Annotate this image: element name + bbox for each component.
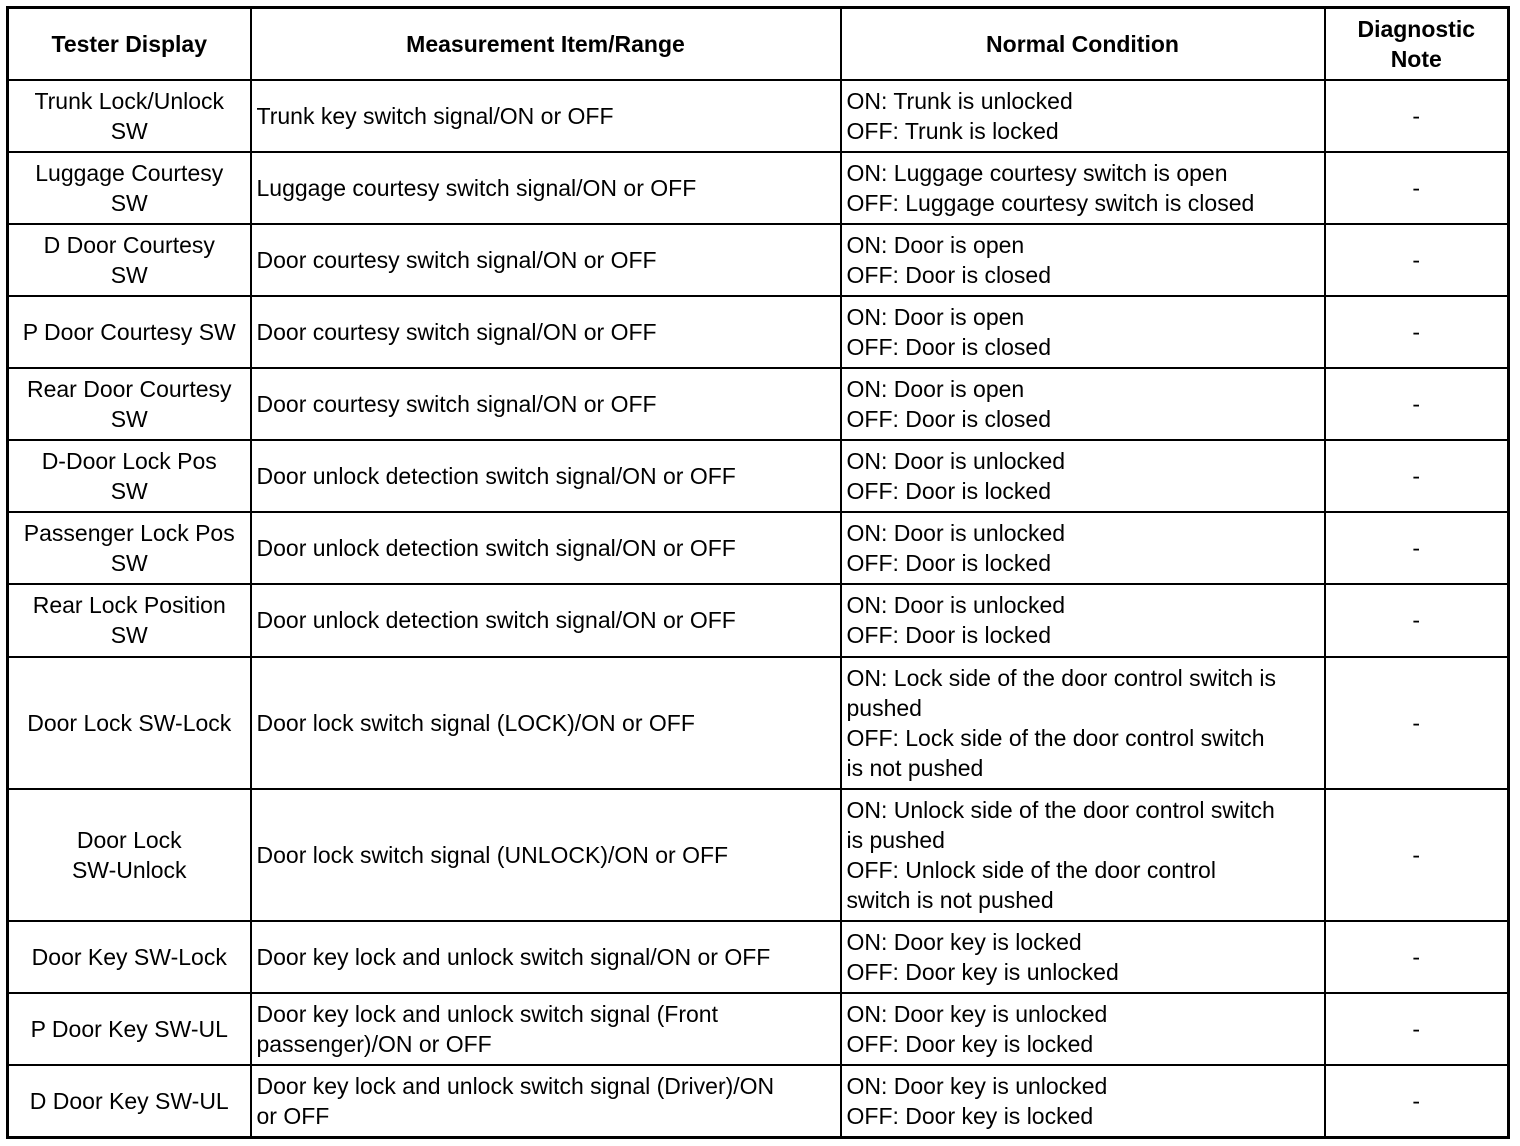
cell-tester-display-line: D-Door Lock Pos	[41, 448, 217, 475]
cell-normal-condition-line: OFF: Door key is unlocked	[846, 959, 1119, 986]
header-normal-condition: Normal Condition	[841, 8, 1325, 80]
cell-diagnostic-note: -	[1325, 296, 1509, 368]
cell-normal-condition-line: pushed	[846, 694, 922, 721]
cell-normal-condition-line: OFF: Door key is locked	[846, 1103, 1094, 1130]
cell-normal-condition-line: ON: Trunk is unlocked	[846, 87, 1073, 114]
cell-tester-display	[8, 296, 251, 368]
cell-diagnostic-note: -	[1325, 921, 1509, 993]
cell-normal-condition-line: ON: Lock side of the door control switch is	[846, 664, 1277, 691]
cell-measurement	[251, 80, 841, 152]
cell-measurement	[251, 512, 841, 584]
cell-normal-condition-line: is pushed	[846, 826, 945, 853]
cell-normal-condition-line: ON: Door is unlocked	[846, 592, 1066, 619]
cell-diagnostic-note: -	[1325, 657, 1509, 789]
cell-tester-display	[8, 368, 251, 440]
header-diagnostic-note	[1325, 8, 1509, 80]
cell-tester-display-line: D Door Key SW-UL	[29, 1088, 229, 1115]
cell-tester-display-line: SW	[110, 406, 148, 433]
cell-normal-condition-line: OFF: Luggage courtesy switch is closed	[846, 189, 1255, 216]
cell-normal-condition	[841, 512, 1325, 584]
table-row	[8, 152, 1509, 224]
cell-normal-condition	[841, 152, 1325, 224]
cell-normal-condition-line: ON: Luggage courtesy switch is open	[846, 159, 1228, 186]
cell-normal-condition-line: ON: Door is open	[846, 231, 1025, 258]
cell-normal-condition-line: switch is not pushed	[846, 886, 1054, 913]
cell-tester-display-line: P Door Key SW-UL	[30, 1016, 228, 1043]
cell-tester-display	[8, 512, 251, 584]
cell-tester-display-line: P Door Courtesy SW	[22, 318, 236, 345]
cell-tester-display	[8, 80, 251, 152]
cell-tester-display-line: SW	[110, 550, 148, 577]
table-row	[8, 296, 1509, 368]
cell-normal-condition	[841, 789, 1325, 921]
diagnostic-data-table	[6, 6, 1510, 1139]
cell-normal-condition	[841, 921, 1325, 993]
cell-normal-condition	[841, 584, 1325, 656]
cell-normal-condition-line: ON: Door is unlocked	[846, 448, 1066, 475]
cell-tester-display-line: SW	[110, 117, 148, 144]
cell-diagnostic-note: -	[1325, 440, 1509, 512]
cell-normal-condition-line: ON: Door key is unlocked	[846, 1073, 1108, 1100]
cell-measurement	[251, 152, 841, 224]
cell-measurement-line: or OFF	[256, 1103, 330, 1130]
cell-diagnostic-note: -	[1325, 224, 1509, 296]
cell-normal-condition-line: ON: Door is open	[846, 303, 1025, 330]
table-row	[8, 789, 1509, 921]
cell-measurement	[251, 1065, 841, 1137]
cell-diagnostic-note: -	[1325, 993, 1509, 1065]
cell-tester-display	[8, 152, 251, 224]
cell-normal-condition-line: ON: Door key is locked	[846, 929, 1082, 956]
cell-diagnostic-note: -	[1325, 512, 1509, 584]
cell-diagnostic-note: -	[1325, 1065, 1509, 1137]
cell-measurement-line: Door courtesy switch signal/ON or OFF	[256, 246, 657, 273]
cell-diagnostic-note: -	[1325, 368, 1509, 440]
header-tester-display: Tester Display	[8, 8, 251, 80]
cell-tester-display-line: SW	[110, 478, 148, 505]
cell-tester-display-line: SW	[110, 189, 148, 216]
cell-measurement	[251, 993, 841, 1065]
cell-tester-display-line: SW	[110, 261, 148, 288]
cell-tester-display-line: Rear Door Courtesy	[26, 376, 232, 403]
cell-measurement-line: Door key lock and unlock switch signal (Driver)/ON	[256, 1073, 775, 1100]
table-row	[8, 657, 1509, 789]
cell-normal-condition-line: OFF: Door is closed	[846, 333, 1051, 360]
header-measurement: Measurement Item/Range	[251, 8, 841, 80]
cell-tester-display-line: Luggage Courtesy	[35, 159, 224, 186]
cell-normal-condition-line: ON: Unlock side of the door control switch	[846, 796, 1275, 823]
cell-normal-condition-line: is not pushed	[846, 754, 984, 781]
table-row	[8, 1065, 1509, 1137]
cell-normal-condition-line: OFF: Lock side of the door control switch	[846, 724, 1265, 751]
cell-normal-condition-line: ON: Door is unlocked	[846, 520, 1066, 547]
cell-tester-display	[8, 1065, 251, 1137]
cell-measurement-line: Door unlock detection switch signal/ON or OFF	[256, 535, 736, 562]
cell-tester-display	[8, 789, 251, 921]
cell-measurement-line: Luggage courtesy switch signal/ON or OFF	[256, 174, 697, 201]
cell-normal-condition	[841, 224, 1325, 296]
cell-normal-condition-line: OFF: Door is locked	[846, 622, 1051, 649]
cell-normal-condition	[841, 368, 1325, 440]
cell-measurement	[251, 657, 841, 789]
table-row	[8, 224, 1509, 296]
table-row	[8, 993, 1509, 1065]
cell-tester-display-line: Door Key SW-Lock	[31, 944, 227, 971]
table-row	[8, 512, 1509, 584]
cell-measurement	[251, 296, 841, 368]
cell-normal-condition-line: OFF: Door is closed	[846, 406, 1051, 433]
cell-measurement-line: Door unlock detection switch signal/ON or OFF	[256, 607, 736, 634]
cell-normal-condition-line: OFF: Door key is locked	[846, 1031, 1094, 1058]
cell-normal-condition	[841, 440, 1325, 512]
cell-normal-condition	[841, 657, 1325, 789]
cell-measurement-line: Door key lock and unlock switch signal (Front	[256, 1001, 718, 1028]
header-diagnostic-note-line2: Note	[1390, 45, 1442, 72]
cell-measurement-line: Trunk key switch signal/ON or OFF	[256, 102, 614, 129]
cell-diagnostic-note: -	[1325, 584, 1509, 656]
cell-tester-display-line: SW-Unlock	[71, 856, 187, 883]
cell-measurement-line: Door key lock and unlock switch signal/ON or OFF	[256, 944, 771, 971]
cell-normal-condition-line: OFF: Unlock side of the door control	[846, 856, 1216, 883]
header-row	[8, 8, 1509, 80]
cell-tester-display-line: Door Lock	[76, 826, 182, 853]
cell-tester-display-line: D Door Courtesy	[43, 231, 215, 258]
cell-tester-display-line: SW	[110, 622, 148, 649]
cell-normal-condition	[841, 993, 1325, 1065]
cell-normal-condition-line: OFF: Door is closed	[846, 261, 1051, 288]
cell-normal-condition-line: OFF: Door is locked	[846, 550, 1051, 577]
table-row	[8, 440, 1509, 512]
cell-tester-display-line: Door Lock SW-Lock	[27, 709, 232, 736]
cell-tester-display-line: Passenger Lock Pos	[23, 520, 235, 547]
cell-normal-condition	[841, 1065, 1325, 1137]
cell-measurement-line: Door unlock detection switch signal/ON or OFF	[256, 463, 736, 490]
cell-measurement	[251, 921, 841, 993]
cell-tester-display	[8, 440, 251, 512]
cell-measurement	[251, 789, 841, 921]
cell-measurement-line: passenger)/ON or OFF	[256, 1031, 492, 1058]
cell-normal-condition-line: ON: Door is open	[846, 376, 1025, 403]
cell-normal-condition	[841, 80, 1325, 152]
cell-measurement-line: Door courtesy switch signal/ON or OFF	[256, 391, 657, 418]
cell-tester-display-line: Rear Lock Position	[32, 592, 226, 619]
cell-tester-display	[8, 921, 251, 993]
cell-measurement-line: Door lock switch signal (UNLOCK)/ON or OFF	[256, 841, 729, 868]
cell-normal-condition-line: OFF: Door is locked	[846, 478, 1051, 505]
table-row	[8, 368, 1509, 440]
cell-normal-condition-line: ON: Door key is unlocked	[846, 1001, 1108, 1028]
cell-measurement	[251, 584, 841, 656]
cell-diagnostic-note: -	[1325, 152, 1509, 224]
cell-tester-display-line: Trunk Lock/Unlock	[34, 87, 225, 114]
cell-tester-display	[8, 993, 251, 1065]
cell-normal-condition	[841, 296, 1325, 368]
cell-tester-display	[8, 657, 251, 789]
cell-tester-display	[8, 584, 251, 656]
table-row	[8, 921, 1509, 993]
cell-measurement	[251, 224, 841, 296]
cell-measurement-line: Door lock switch signal (LOCK)/ON or OFF	[256, 709, 695, 736]
table-row	[8, 584, 1509, 656]
cell-normal-condition-line: OFF: Trunk is locked	[846, 117, 1059, 144]
header-diagnostic-note-line1: Diagnostic	[1357, 15, 1476, 42]
table-row	[8, 80, 1509, 152]
cell-tester-display	[8, 224, 251, 296]
cell-measurement	[251, 368, 841, 440]
cell-diagnostic-note: -	[1325, 80, 1509, 152]
cell-diagnostic-note: -	[1325, 789, 1509, 921]
cell-measurement-line: Door courtesy switch signal/ON or OFF	[256, 318, 657, 345]
cell-measurement	[251, 440, 841, 512]
